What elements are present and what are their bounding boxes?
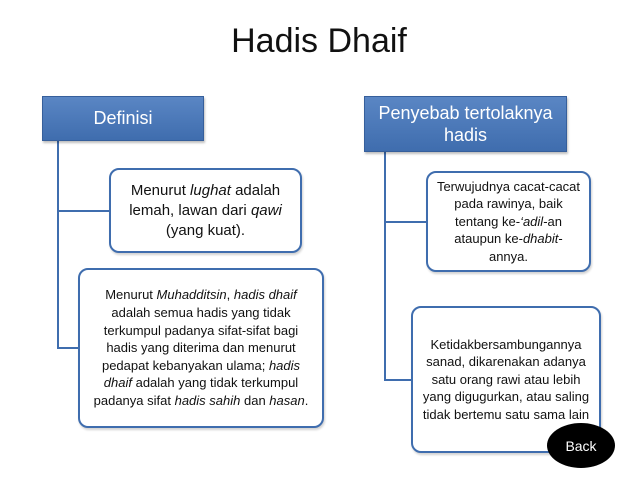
italic-term: dhabit [522,231,559,247]
definisi-header [42,96,204,141]
text-segment: -an ataupun ke- [454,213,562,247]
definition-text [119,181,292,241]
text-segment: , [226,287,234,303]
text-segment: (yang kuat). [165,221,246,239]
italic-term: Muhadditsin [156,287,227,303]
right-connector-branch-2 [384,379,411,381]
penyebab-header-line: hadis [443,125,488,145]
italic-term: hadis dhaif [103,357,301,391]
definition-text [90,286,312,409]
italic-term: hasan [269,392,305,408]
left-connector-branch-1 [57,210,109,212]
italic-term: lughat [190,181,231,199]
text-segment: adalah lemah, lawan dari [129,181,281,219]
italic-term: hadis sahih [174,392,241,408]
left-connector-branch-2 [57,347,78,349]
left-connector-vertical [57,141,59,348]
right-connector-vertical [384,152,386,381]
text-segment: adalah yang tidak terkumpul padanya sifat [93,375,299,408]
back-button[interactable]: Back [547,423,615,468]
italic-term: qawi [250,201,282,219]
italic-term: ‘adil [520,213,544,229]
text-segment: . [304,392,309,408]
penyebab-header [364,96,567,152]
right-connector-branch-1 [384,221,426,223]
italic-term: hadis dhaif [233,287,297,303]
definisi-header-label: Definisi [93,108,153,128]
text-segment: Menurut [130,181,191,199]
definition-box-muhadditsin [78,268,324,428]
text-segment: dan [240,392,270,408]
cause-text [436,178,581,266]
text-segment: Ketidakbersambungannya sanad, dikarenakan adanya satu orang rawi atau lebih yang digugurkan, atau saling tidak bertemu satu sama lain [422,336,590,422]
text-segment: Menurut [105,287,157,303]
slide-title: Hadis Dhaif [231,22,407,60]
text-segment: Terwujudnya cacat-cacat pada rawinya, baik tentang ke- [436,178,581,229]
definition-box-lughat [109,168,302,253]
cause-box-cacat-rawi [426,171,591,272]
cause-text [421,336,591,424]
text-segment: adalah semua hadis yang tidak terkumpul padanya sifat-sifat bagi hadis yang diterima dan menurut pedapat kebanyakan ulama; [101,305,299,373]
penyebab-header-line: Penyebab tertolaknya [378,103,553,123]
text-segment: -annya. [488,231,563,264]
